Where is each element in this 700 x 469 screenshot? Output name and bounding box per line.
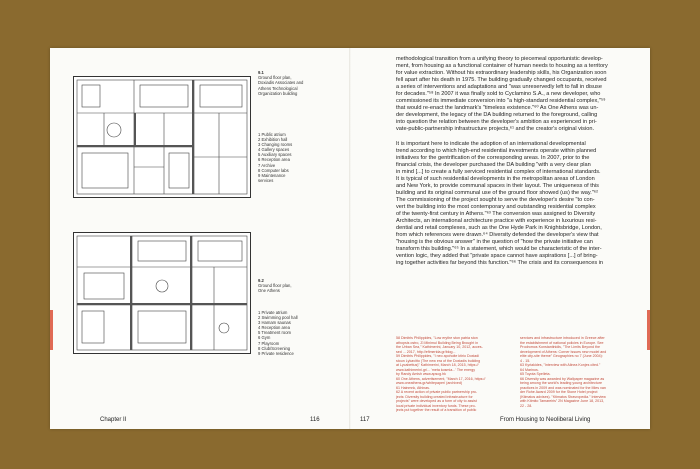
footnote-line: 63 Kyriakides, "Interview with Alinea Konjes cited." xyxy=(520,363,601,367)
footnote-line: with Ktimito Tamareiris" 2N Magazine June 18, 2013, xyxy=(520,399,605,403)
footnote-line: jects put together the result of a transition of public xyxy=(396,408,477,412)
floor-plan-lines-2 xyxy=(74,233,250,353)
footnote-line: 4 - 15. xyxy=(520,358,531,363)
legend-item: 1 Public atrium xyxy=(258,132,286,137)
footnote-line: being among the world's leading young architecture xyxy=(520,381,602,385)
page-edge-tab-left xyxy=(50,310,53,350)
text-line: from which references were drawn.⁶⁴ Diversity defended the developer's view that xyxy=(396,232,599,239)
figure-caption-9-1 xyxy=(258,70,303,96)
caption-line: Ground floor plan, xyxy=(258,283,292,289)
legend-item: services xyxy=(258,177,274,183)
footnote-line: sed ... 2017, http://efimerida.gr/blog... xyxy=(396,349,456,354)
text-line: ment, from housing as a functional container of human needs to housing as a territory xyxy=(396,63,608,70)
legend-item: 7 Archive xyxy=(258,162,276,168)
footnote-line: 61 Hainmnk, Athinas. xyxy=(396,385,430,390)
legend-item: 1 Private atrium xyxy=(258,310,288,315)
text-line: It is typical of such residential developments in the metropolitan areas of London xyxy=(396,175,595,182)
floor-plan-lines-1 xyxy=(74,77,250,197)
footnotes-column-1 xyxy=(396,336,514,413)
footnote-line: 59 Dimitris Philippides, "I neo apohoite ktirio Doxiadi xyxy=(396,354,479,358)
paragraph-1 xyxy=(396,56,638,134)
text-line: vert the building into the most contemporary and outstanding residential complex xyxy=(396,203,596,210)
text-line: and New York, to provide communal spaces in their layout. The uniqueness of this xyxy=(396,182,599,189)
footnote-line: 64 Marinos. xyxy=(520,367,539,372)
footnote-line: (Ktimatos advises). "Ktimatos Stravropedia." Interview xyxy=(520,394,606,399)
figure-legend-9-2 xyxy=(258,310,298,356)
footnote-line: practices in 2009 and was nominated for the Mies van xyxy=(520,385,606,390)
legend-item: 4 Reception area xyxy=(258,325,290,331)
footer-chapter: Chapter II xyxy=(100,417,127,423)
footnotes-column-2 xyxy=(520,336,638,408)
footer-title: From Housing to Neoliberal Living xyxy=(500,417,591,423)
text-line: transform this building."⁶⁵ In a statement, which would be characteristic of the inter- xyxy=(396,246,602,253)
caption-line: One Athens xyxy=(258,288,280,294)
text-line: der development, the legacy of the DA building returned to the foreground, calling xyxy=(396,112,598,119)
text-line: "housing is the obvious answer" in the question of "how the private initiative can xyxy=(396,239,593,246)
text-line: fell apart after his death in 1975. The building gradually changed occupants, received xyxy=(396,77,607,84)
footnote-line: local private individual inventory funds. These pro- xyxy=(396,403,476,408)
footnote-line: athopsis ostro, Zi Minimul Building Being Brought in xyxy=(396,340,479,345)
floor-plan-drawing-2 xyxy=(73,232,251,354)
footnote-line: Prodromos Konstantinidis, "The Limits Beyond the xyxy=(520,345,600,349)
body-text xyxy=(396,56,638,267)
text-line: that would re-enact the landmark's "timeless existence."⁶⁰ As One Athens was un- xyxy=(396,105,599,112)
figure-legend-9-1 xyxy=(258,132,292,183)
legend-item: 2 Swimming pool hall xyxy=(258,315,298,321)
caption-line: Doxiadis Associates and xyxy=(258,80,304,86)
footnote-line: www.oneathens.gr/whitepaper/ (archived) xyxy=(396,381,463,385)
text-line: The commissioning of the project sought to serve the developer's desire "to con- xyxy=(396,196,595,203)
gutter-shadow xyxy=(349,48,351,429)
text-line: commissioned its immediate conversion into "a high-standard residential complex,"⁵⁹ xyxy=(396,98,606,105)
footnote-line: elite city-site theme" Geographies no 7 (June 2004): xyxy=(520,354,603,358)
text-line: dential and retail complexes, such as the One Hyde Park in Knightsbridge, London, xyxy=(396,225,602,232)
footnote-line: 65 Toyota Spelleta. xyxy=(520,372,551,376)
footnote-line: 22 - 28. xyxy=(520,403,533,408)
legend-item: 5 Auxiliary spaces xyxy=(258,152,292,158)
legend-item: 2 Exhibition hall xyxy=(258,137,288,143)
text-line: It is important here to indicate the adoption of an international developmental xyxy=(396,140,586,147)
legend-item: 9 Maintenance xyxy=(258,172,286,178)
legend-item: 9 Private residence xyxy=(258,350,294,356)
text-line: financial crisis, the developer purchased the DA building "with a very clear plan xyxy=(396,161,591,168)
text-line: ing together activities far beyond this function."⁶⁶ The crisis and its consequences in xyxy=(396,260,604,267)
footnote-line: jects: Diversity building created infrastructure for xyxy=(396,394,473,399)
book-spread xyxy=(50,48,650,429)
legend-item: 8 Club/Screening xyxy=(258,345,291,351)
figure-caption-9-2 xyxy=(258,278,292,294)
footnote-line: der Rohe Award 2009 for the Stone Hotel project xyxy=(520,390,598,394)
text-line: of the twenty-first century in Athens."⁶³ The conversion was assigned to Diversity xyxy=(396,210,596,217)
footnote-line: services and infrastructure introduced in Greece after xyxy=(520,336,605,340)
page-number-right: 117 xyxy=(360,417,370,423)
legend-item: 3 Hamam saunas xyxy=(258,320,291,326)
footnote-line: 58 Dimitris Philippides, "Low erythe ston patria ston xyxy=(396,336,478,340)
footnote-line: by Randy Amish www.apscg.hk xyxy=(396,372,446,376)
text-line: vention logic, they added that "private space cannot have aspirations [...] of bring- xyxy=(396,253,598,260)
text-line: Architects, an international architecture practice with experience in luxurious resi- xyxy=(396,218,597,225)
footnote-line: the Urban Sea," Kathimerini, January 10, 2012, acces- xyxy=(396,345,483,349)
paragraph-2 xyxy=(396,141,638,268)
footnote-line: 66 Diversity was awarded by Wallpaper magazine as xyxy=(520,376,605,381)
page-number-left: 116 xyxy=(310,417,320,423)
footnote-line: at Lycabettus)" Kathimerini, March 18, 2015, https:// xyxy=(396,363,479,367)
text-line: for decades."⁵⁸ In 2007 it was finally sold to Cyclamino S.A., a new developer, who xyxy=(396,91,601,98)
page-edge-tab-right xyxy=(647,310,650,350)
footnote-line: 60 One Athens, advertisement, "March 17, 2016, https:// xyxy=(396,376,486,381)
footnote-line: 62 A recent action of private public partnership pro- xyxy=(396,390,478,394)
figure-number: 9.2 xyxy=(258,278,264,283)
caption-line: Athens Technological xyxy=(258,85,298,91)
legend-item: 6 Gym xyxy=(258,335,271,341)
footnote-line: www.kathimerini.gr/... 'meta kosmia...' The energy xyxy=(396,367,475,372)
text-line: for value extraction. Without his extraordinary leadership skills, his Organization soon xyxy=(396,70,607,77)
text-line: a series of interventions and adaptations and "was unreservedly left to fall in disuse xyxy=(396,84,602,91)
footnote-line: the establishment of national policies in Europe. See xyxy=(520,340,604,345)
legend-item: 8 Computer labs xyxy=(258,167,289,173)
text-line: in mind [...] to create a fully serviced residential complex of international standards. xyxy=(396,168,601,175)
legend-item: 3 Changing rooms xyxy=(258,142,293,148)
footnote-line: stoun Lykavitto (The new era of the Doxiadis building xyxy=(396,358,481,363)
text-line: methodological transition from a unifying theory to piecemeal opportunistic develop- xyxy=(396,56,603,62)
footnote-line: projects" were developed as a form of city to assist xyxy=(396,399,477,403)
caption-line: Organization building xyxy=(258,90,298,96)
footnote-line: development of Athens: Corner Issues new model and xyxy=(520,349,607,354)
text-line: vate-public-partnership infrastructure projects,⁶¹ and the creator's original vision. xyxy=(396,126,594,133)
figure-number: 9.1 xyxy=(258,70,264,75)
legend-item: 7 Playroom xyxy=(258,340,280,346)
text-line: trend according to which high-end residential investments operate within planned xyxy=(396,147,597,154)
legend-item: 6 Reception area xyxy=(258,157,290,163)
floor-plan-drawing-1 xyxy=(73,76,251,198)
legend-item: 5 Treatment room xyxy=(258,330,292,336)
text-line: initiatives for the gentrification of the corresponding areas. In 2007, prior to the xyxy=(396,154,590,161)
caption-line: Ground floor plan, xyxy=(258,75,292,81)
text-line: into question the relation between the developer's ambition as experienced in pri- xyxy=(396,119,597,126)
text-line: building and its original communal use of the ground floor showed (us) the way."⁶² xyxy=(396,189,598,196)
legend-item: 4 Gallery spaces xyxy=(258,147,290,153)
